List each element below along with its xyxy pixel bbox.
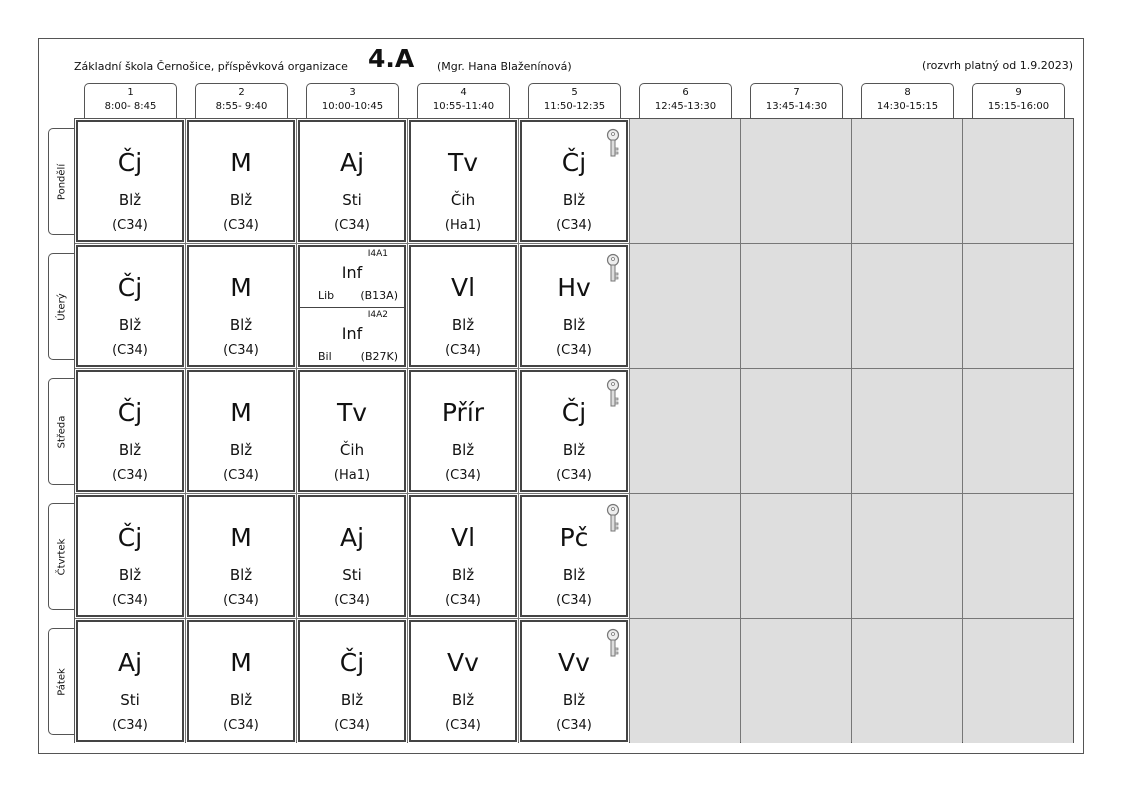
period-number: 3 (349, 87, 356, 98)
subject: Vv (447, 648, 479, 677)
key-icon (606, 128, 620, 158)
group-code: I4A2 (367, 310, 388, 320)
empty-slot (741, 369, 851, 493)
lesson-cell[interactable] (520, 370, 628, 492)
lesson-cell[interactable] (520, 120, 628, 242)
lesson-cell[interactable] (76, 620, 184, 742)
subject: Čj (117, 148, 143, 177)
empty-slot (963, 619, 1073, 743)
subject: Čj (117, 523, 143, 552)
subject: Aj (339, 523, 365, 552)
period-time: 8:00- 8:45 (104, 101, 157, 112)
period-time: 10:55-11:40 (432, 101, 495, 112)
day-tab-2 (48, 253, 74, 360)
lesson-cell[interactable] (520, 495, 628, 617)
lesson-cell[interactable] (409, 370, 517, 492)
teacher: Blž (562, 191, 586, 209)
period-number: 8 (904, 87, 911, 98)
period-header-4 (417, 83, 510, 118)
room: (B27K) (360, 350, 398, 363)
room: (C34) (112, 718, 148, 733)
day-tab-5 (48, 628, 74, 735)
teacher: Blž (451, 566, 475, 584)
lesson-cell[interactable] (298, 495, 406, 617)
empty-slot (630, 244, 740, 368)
school-name: Základní škola Černošice, příspěvková organizace (74, 60, 348, 73)
subject: Tv (336, 398, 368, 427)
period-header-1 (84, 83, 177, 118)
room: (C34) (445, 718, 481, 733)
room: (C34) (223, 468, 259, 483)
room: (C34) (445, 593, 481, 608)
subject: M (230, 648, 252, 677)
teacher: Lib (318, 289, 335, 302)
subject: Čj (117, 273, 143, 302)
lesson-cell[interactable] (187, 370, 295, 492)
room: (C34) (334, 718, 370, 733)
room: (C34) (445, 468, 481, 483)
lesson-cell[interactable] (298, 120, 406, 242)
teacher: Blž (229, 441, 253, 459)
subject: M (230, 148, 252, 177)
period-header-9 (972, 83, 1065, 118)
lesson-cell[interactable] (76, 370, 184, 492)
column-divider (185, 119, 186, 742)
day-tab-3 (48, 378, 74, 485)
day-tab-1 (48, 128, 74, 235)
teacher: Čih (450, 191, 476, 209)
empty-slot (963, 494, 1073, 618)
teacher: Blž (118, 191, 142, 209)
class-name: 4.A (368, 44, 415, 73)
teacher: Blž (562, 691, 586, 709)
subject: Inf (341, 324, 363, 343)
room: (C34) (556, 468, 592, 483)
teacher: Blž (451, 691, 475, 709)
period-header-8 (861, 83, 954, 118)
subject: M (230, 398, 252, 427)
day-label: Čtvrtek (56, 538, 67, 575)
lesson-cell[interactable] (520, 620, 628, 742)
class-teacher: (Mgr. Hana Blaženínová) (437, 60, 572, 73)
lesson-cell[interactable] (298, 370, 406, 492)
teacher: Blž (562, 441, 586, 459)
validity-note: (rozvrh platný od 1.9.2023) (922, 59, 1073, 72)
room: (Ha1) (444, 218, 482, 233)
teacher: Sti (342, 191, 362, 209)
column-divider (518, 119, 519, 742)
room: (C34) (112, 343, 148, 358)
teacher: Blž (229, 691, 253, 709)
subject: Aj (117, 648, 143, 677)
subject: Vv (558, 648, 590, 677)
subject: Aj (339, 148, 365, 177)
teacher: Blž (340, 691, 364, 709)
column-divider (296, 119, 297, 742)
day-label: Pondělí (56, 163, 67, 200)
teacher: Blž (118, 566, 142, 584)
empty-slot (741, 244, 851, 368)
room: (C34) (334, 593, 370, 608)
empty-slot (852, 494, 962, 618)
room: (C34) (223, 718, 259, 733)
teacher: Blž (229, 191, 253, 209)
period-time: 15:15-16:00 (987, 101, 1050, 112)
lesson-cell[interactable] (520, 245, 628, 367)
day-label: Pátek (56, 667, 67, 696)
period-time: 14:30-15:15 (876, 101, 939, 112)
teacher: Čih (339, 441, 365, 459)
lesson-cell[interactable] (187, 495, 295, 617)
room: (C34) (556, 218, 592, 233)
subject: Čj (561, 148, 587, 177)
period-time: 8:55- 9:40 (215, 101, 268, 112)
key-icon (606, 378, 620, 408)
room: (C34) (556, 593, 592, 608)
room: (C34) (223, 343, 259, 358)
period-time: 12:45-13:30 (654, 101, 717, 112)
period-number: 4 (460, 87, 467, 98)
day-label: Úterý (56, 292, 67, 321)
room: (Ha1) (333, 468, 371, 483)
room: (C34) (445, 343, 481, 358)
group-code: I4A1 (367, 249, 388, 259)
empty-slot (852, 369, 962, 493)
lesson-cell[interactable] (298, 245, 406, 367)
day-label: Středa (56, 415, 67, 448)
empty-slot (852, 244, 962, 368)
empty-slot (630, 119, 740, 243)
group-lesson[interactable] (300, 247, 404, 307)
lesson-cell[interactable] (187, 120, 295, 242)
lesson-cell[interactable] (187, 620, 295, 742)
subject: Inf (341, 263, 363, 282)
subject: Hv (557, 273, 591, 302)
empty-slot (963, 119, 1073, 243)
empty-slot (852, 119, 962, 243)
lesson-cell[interactable] (409, 245, 517, 367)
empty-slot (630, 494, 740, 618)
period-number: 5 (571, 87, 578, 98)
day-tab-4 (48, 503, 74, 610)
empty-slot (852, 619, 962, 743)
group-lesson[interactable] (300, 308, 404, 368)
column-divider (407, 119, 408, 742)
empty-slot (963, 244, 1073, 368)
lesson-cell[interactable] (76, 245, 184, 367)
period-time: 13:45-14:30 (765, 101, 828, 112)
key-icon (606, 253, 620, 283)
empty-slot (741, 119, 851, 243)
teacher: Blž (562, 316, 586, 334)
key-icon (606, 628, 620, 658)
period-header-3 (306, 83, 399, 118)
teacher: Sti (342, 566, 362, 584)
lesson-cell[interactable] (409, 495, 517, 617)
teacher: Blž (229, 316, 253, 334)
room: (C34) (223, 593, 259, 608)
lesson-cell[interactable] (409, 120, 517, 242)
room: (C34) (556, 718, 592, 733)
lesson-cell[interactable] (409, 620, 517, 742)
subject: Přír (441, 398, 485, 427)
teacher: Blž (562, 566, 586, 584)
period-number: 1 (127, 87, 134, 98)
lesson-cell[interactable] (76, 495, 184, 617)
timetable-grid (74, 118, 1074, 743)
empty-slot (741, 494, 851, 618)
teacher: Blž (229, 566, 253, 584)
period-number: 7 (793, 87, 800, 98)
empty-slot (630, 619, 740, 743)
subject: Čj (561, 398, 587, 427)
period-number: 2 (238, 87, 245, 98)
subject: Pč (559, 523, 589, 552)
room: (C34) (112, 218, 148, 233)
period-number: 9 (1015, 87, 1022, 98)
teacher: Blž (451, 316, 475, 334)
group-divider (300, 307, 404, 308)
empty-slot (963, 369, 1073, 493)
lesson-cell[interactable] (76, 120, 184, 242)
room: (B13A) (360, 289, 398, 302)
period-time: 10:00-10:45 (321, 101, 384, 112)
subject: Čj (339, 648, 365, 677)
room: (C34) (556, 343, 592, 358)
subject: Vl (450, 273, 476, 302)
subject: Čj (117, 398, 143, 427)
room: (C34) (334, 218, 370, 233)
teacher: Blž (118, 441, 142, 459)
teacher: Sti (120, 691, 140, 709)
room: (C34) (112, 468, 148, 483)
subject: Vl (450, 523, 476, 552)
period-header-5 (528, 83, 621, 118)
period-header-7 (750, 83, 843, 118)
room: (C34) (112, 593, 148, 608)
room: (C34) (223, 218, 259, 233)
lesson-cell[interactable] (187, 245, 295, 367)
lesson-cell[interactable] (298, 620, 406, 742)
subject: M (230, 523, 252, 552)
period-time: 11:50-12:35 (543, 101, 606, 112)
subject: M (230, 273, 252, 302)
key-icon (606, 503, 620, 533)
teacher: Bil (318, 350, 332, 363)
period-header-6 (639, 83, 732, 118)
subject: Tv (447, 148, 479, 177)
period-header-2 (195, 83, 288, 118)
empty-slot (630, 369, 740, 493)
teacher: Blž (118, 316, 142, 334)
teacher: Blž (451, 441, 475, 459)
period-number: 6 (682, 87, 689, 98)
empty-slot (741, 619, 851, 743)
